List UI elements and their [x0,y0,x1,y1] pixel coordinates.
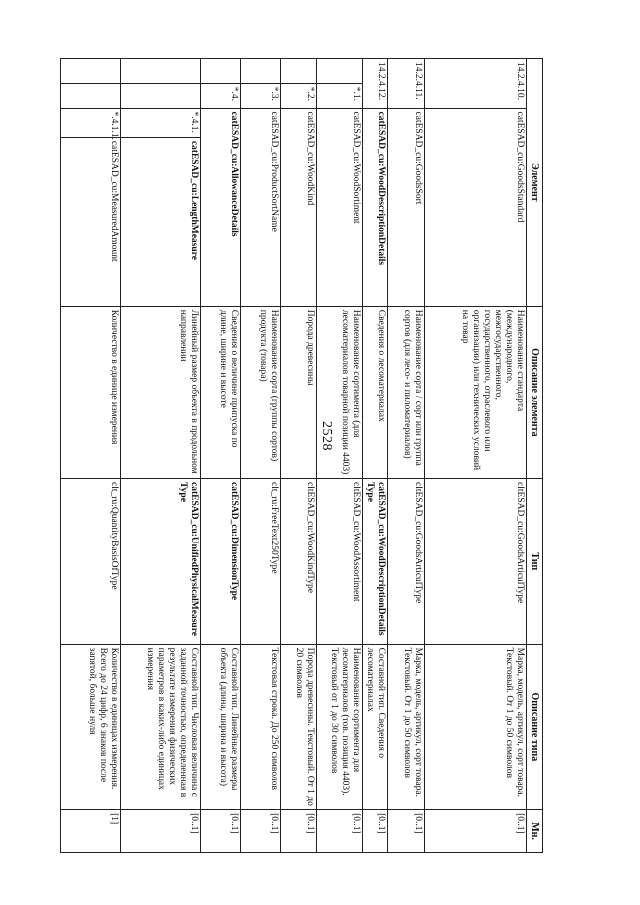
row-type-desc: Порода древесины. Текстовый. От 1 до 20 символов [281,644,317,810]
header-multiplicity: Мн. [527,810,543,853]
row-multiplicity: [0..1] [363,810,388,853]
row-element-name: catESAD_cu:AllowanceDetails [201,108,241,306]
header-element-desc: Описание элемента [527,306,543,478]
row-element-desc: Наименование стандарта (международного, межгосударственного, государственного, отраслевого или организации) или технических условий на товар [425,306,527,478]
element-table [60,58,543,853]
row-multiplicity: [0..1] [201,810,241,853]
row-type: catESAD_cu:UnifiedPhysicalMeasureType [121,479,201,645]
header-element: Элемент [527,59,543,307]
indent-cell [121,83,201,108]
page-number: 2528 [319,421,334,451]
row-type-desc: Количество в единицах измерения. Всего до 24 цифр, 6 знаков после запятой, больше нуля [61,644,121,810]
row-element-name: catESAD_cu:GoodsSort [388,108,425,306]
row-type: cltESAD_cu:GoodsArticulType [425,479,527,645]
row-element-name: catESAD_cu:MeasuredAmount [61,137,121,306]
row-multiplicity: [0..1] [388,810,425,853]
row-element-desc: Порода древесины [281,306,317,478]
row-number: *.1. [317,83,363,108]
row-type-desc: Текстовая строка. До 250 символов [241,644,281,810]
table-row [317,59,363,853]
row-number: *.2. [281,83,317,108]
row-element-desc: Сведения о лесоматериалах [363,306,388,478]
row-type: clt_ru:QuantityBasisOfType [61,479,121,645]
row-type: cltESAD_cu:WoodKindType [281,479,317,645]
table-row [281,59,317,853]
row-element-desc: Количество в единице измерения [61,306,121,478]
table-row [61,59,121,853]
row-type-desc: Марка, модель, артикул, сорт товара. Текстовый. От 1 до 50 символов [388,644,425,810]
indent-cell [281,59,317,84]
row-element-desc: Сведения о величине припуска по длине, ширине и высоте [201,306,241,478]
row-type: cltESAD_cu:GoodsArticulType [388,479,425,645]
indent-cell [121,59,201,84]
row-number: *.4.1. [121,108,201,137]
row-element-name: catESAD_cu:ProductSortName [241,108,281,306]
indent-cell [201,59,241,84]
table-row [425,59,527,853]
row-multiplicity: [0..1] [317,810,363,853]
table-row [363,59,388,853]
row-number: *.3. [241,83,281,108]
table-row [201,59,241,853]
row-element-desc: Наименование сортимента (для лесоматериалов товарной позиции 4403) [317,306,363,478]
header-type: Тип [527,479,543,645]
indent-cell [61,59,121,84]
row-element-name: catESAD_cu:WoodSortiment [317,108,363,306]
row-element-name: catESAD_cu:LengthMeasure [121,137,201,306]
row-type-desc: Марка, модель, артикул, сорт товара. Текстовый. От 1 до 50 символов [425,644,527,810]
table-header-row [527,59,543,853]
row-type: catESAD_cu:WoodDescriptionDetailsType [363,479,388,645]
row-type-desc: Составной тип. Сведения о лесоматериалах [363,644,388,810]
indent-cell [61,83,121,108]
row-multiplicity: [0..1] [281,810,317,853]
row-number: *.4.1.1. [61,108,121,137]
row-multiplicity: [1] [61,810,121,853]
row-type: catESAD_cu:DimensionType [201,479,241,645]
table-row [388,59,425,853]
row-multiplicity: [0..1] [121,810,201,853]
document-table-frame [87,58,543,853]
row-multiplicity: [0..1] [241,810,281,853]
row-type: cltESAD_cu:WoodAssortiment [317,479,363,645]
row-element-desc: Наименование сорта / сорт или группа сортов (для лесо- и пиломатериалов) [388,306,425,478]
row-element-desc: Линейный размер объекта в продольном направлении [121,306,201,478]
row-number: *.4. [201,83,241,108]
row-number: 14.2.4.10. [425,59,527,109]
table-row [121,59,201,853]
row-element-name: catESAD_cu:WoodKind [281,108,317,306]
row-type-desc: Составной тип. Линейные размеры объекта (длина, ширина и высота) [201,644,241,810]
row-number: 14.2.4.11. [388,59,425,109]
indent-cell [241,59,281,84]
row-element-name: catESAD_cu:GoodsStandard [425,108,527,306]
row-type: clt_ru:FreeText250Type [241,479,281,645]
row-element-name: catESAD_cu:WoodDescriptionDetails [363,108,388,306]
row-multiplicity: [0..1] [425,810,527,853]
row-element-desc: Наименование сорта (группы сортов) продукта (товара) [241,306,281,478]
row-type-desc: Составной тип. Числовая величина с заданной точностью, определенная в результате измерения физических параметров в каких-либо единицах измерения [121,644,201,810]
table-row [241,59,281,853]
header-type-desc: Описание типа [527,644,543,810]
row-number: 14.2.4.12. [363,59,388,109]
row-type-desc: Наименование сортимента для лесоматериалов (тов. позиция 4403). Текстовый от 1 до 30 символов [317,644,363,810]
indent-cell [317,59,363,84]
